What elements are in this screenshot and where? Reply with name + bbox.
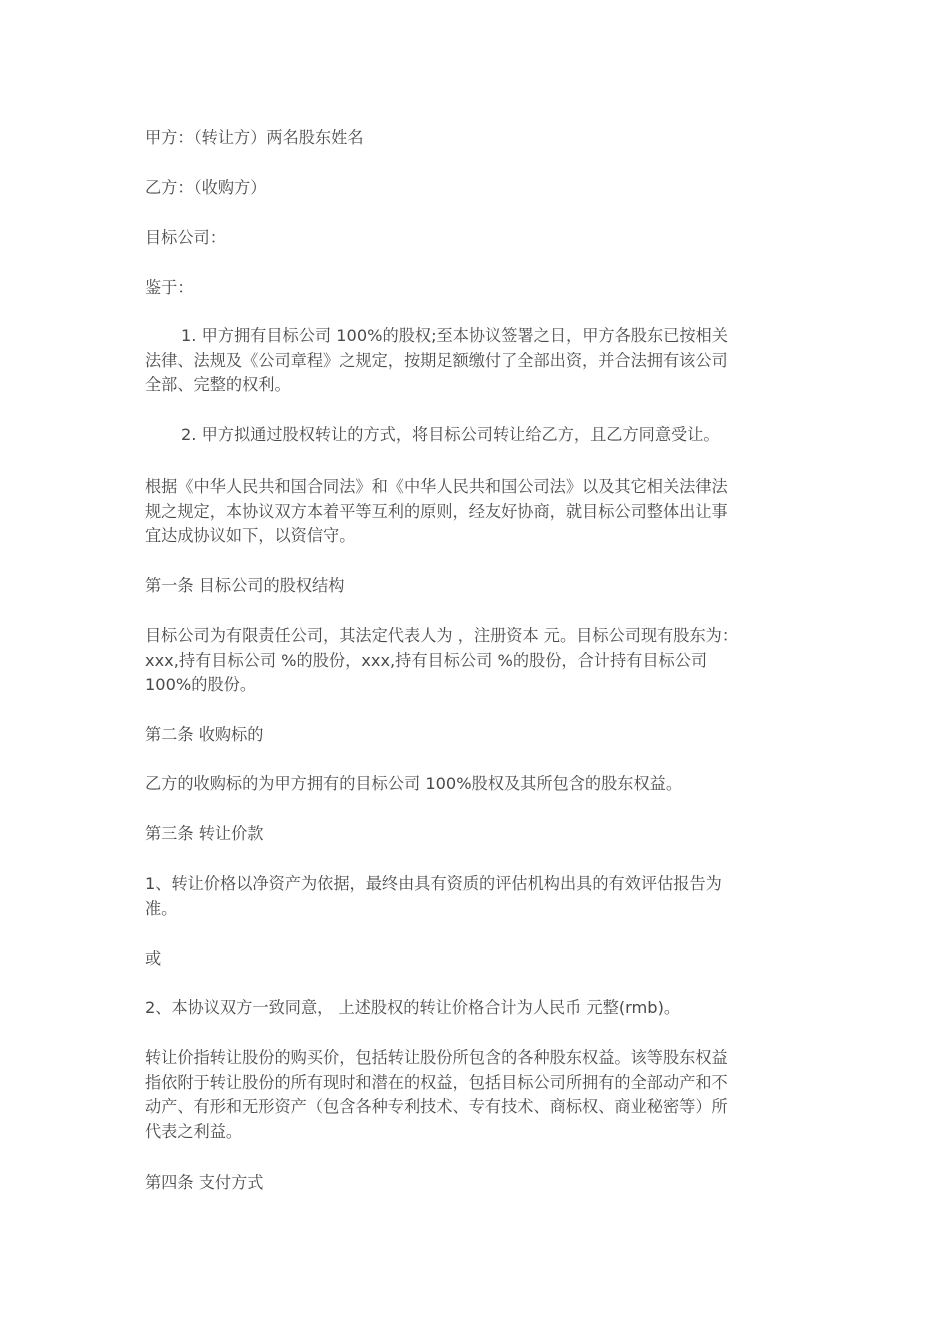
article-1-line-1: 目标公司为有限责任公司，其法定代表人为 ，注册资本 元。目标公司现有股东为：: [145, 626, 739, 645]
party-a-text: 甲方：（转让方）两名股东姓名: [145, 128, 364, 147]
party-a-line: [145, 126, 810, 151]
article-1-title-text: 第一条 目标公司的股权结构: [145, 576, 345, 595]
target-company-line: [145, 226, 810, 251]
article-1-title: [145, 574, 810, 599]
article-4-title-text: 第四条 支付方式: [145, 1173, 264, 1192]
or-text: 或: [145, 949, 162, 968]
price-definition-line-2: 指依附于转让股份的所有现时和潜在的权益，包括目标公司所拥有的全部动产和不: [145, 1072, 728, 1092]
recital-2-text: 2. 甲方拟通过股权转让的方式，将目标公司转让给乙方，且乙方同意受让。: [181, 425, 720, 444]
recital-2: [145, 423, 810, 448]
article-2-title-text: 第二条 收购标的: [145, 725, 264, 744]
recital-1: [145, 324, 810, 398]
article-4-title: [145, 1171, 810, 1196]
article-1-line-2: xxx,持有目标公司 %的股份，xxx,持有目标公司 %的股份，合计持有目标公司: [145, 650, 708, 670]
basis-paragraph: [145, 475, 810, 549]
or-line: [145, 947, 810, 972]
article-2-body: [145, 772, 810, 797]
basis-line-3: 宜达成协议如下，以资信守。: [145, 526, 356, 545]
price-definition: [145, 1046, 810, 1144]
whereas-text: 鉴于：: [145, 278, 194, 297]
article-2-title: [145, 723, 810, 748]
price-definition-line-3: 动产、有形和无形资产（包含各种专利技术、专有技术、商标权、商业秘密等）所: [145, 1097, 728, 1116]
article-1-body: [145, 624, 810, 698]
recital-1-line-2: 法律、法规及《公司章程》之规定，按期足额缴付了全部出资，并合法拥有该公司: [145, 350, 728, 370]
target-company-text: 目标公司：: [145, 228, 226, 247]
recital-1-line-3: 全部、完整的权利。: [145, 375, 291, 394]
price-definition-line-4: 代表之利益。: [145, 1121, 243, 1141]
article-3-item-2: [145, 996, 810, 1021]
basis-line-1: 根据《中华人民共和国合同法》和《中华人民共和国公司法》以及其它相关法律法: [145, 477, 728, 496]
recital-1-line-1: 1. 甲方拥有目标公司 100%的股权;至本协议签署之日，甲方各股东已按相关: [181, 326, 728, 345]
article-3-item-1: [145, 872, 810, 921]
article-3-title-text: 第三条 转让价款: [145, 824, 264, 843]
article-2-body-text: 乙方的收购标的为甲方拥有的目标公司 100%股权及其所包含的股东权益。: [145, 774, 683, 793]
whereas-heading: [145, 276, 810, 301]
article-3-title: [145, 822, 810, 847]
article-3-item-2-text: 2、本协议双方一致同意， 上述股权的转让价格合计为人民币 元整(rmb)。: [145, 998, 681, 1017]
party-b-line: [145, 176, 810, 201]
article-1-line-3: 100%的股份。: [145, 675, 257, 694]
party-b-text: 乙方：（收购方）: [145, 178, 267, 197]
article-3-item-1-line-2: 准。: [145, 898, 178, 918]
article-3-item-1-line-1: 1、转让价格以净资产为依据，最终由具有资质的评估机构出具的有效评估报告为: [145, 874, 722, 893]
price-definition-line-1: 转让价指转让股份的购买价，包括转让股份所包含的各种股东权益。该等股东权益: [145, 1048, 728, 1067]
basis-line-2: 规之规定，本协议双方本着平等互利的原则，经友好协商，就目标公司整体出让事: [145, 501, 728, 521]
